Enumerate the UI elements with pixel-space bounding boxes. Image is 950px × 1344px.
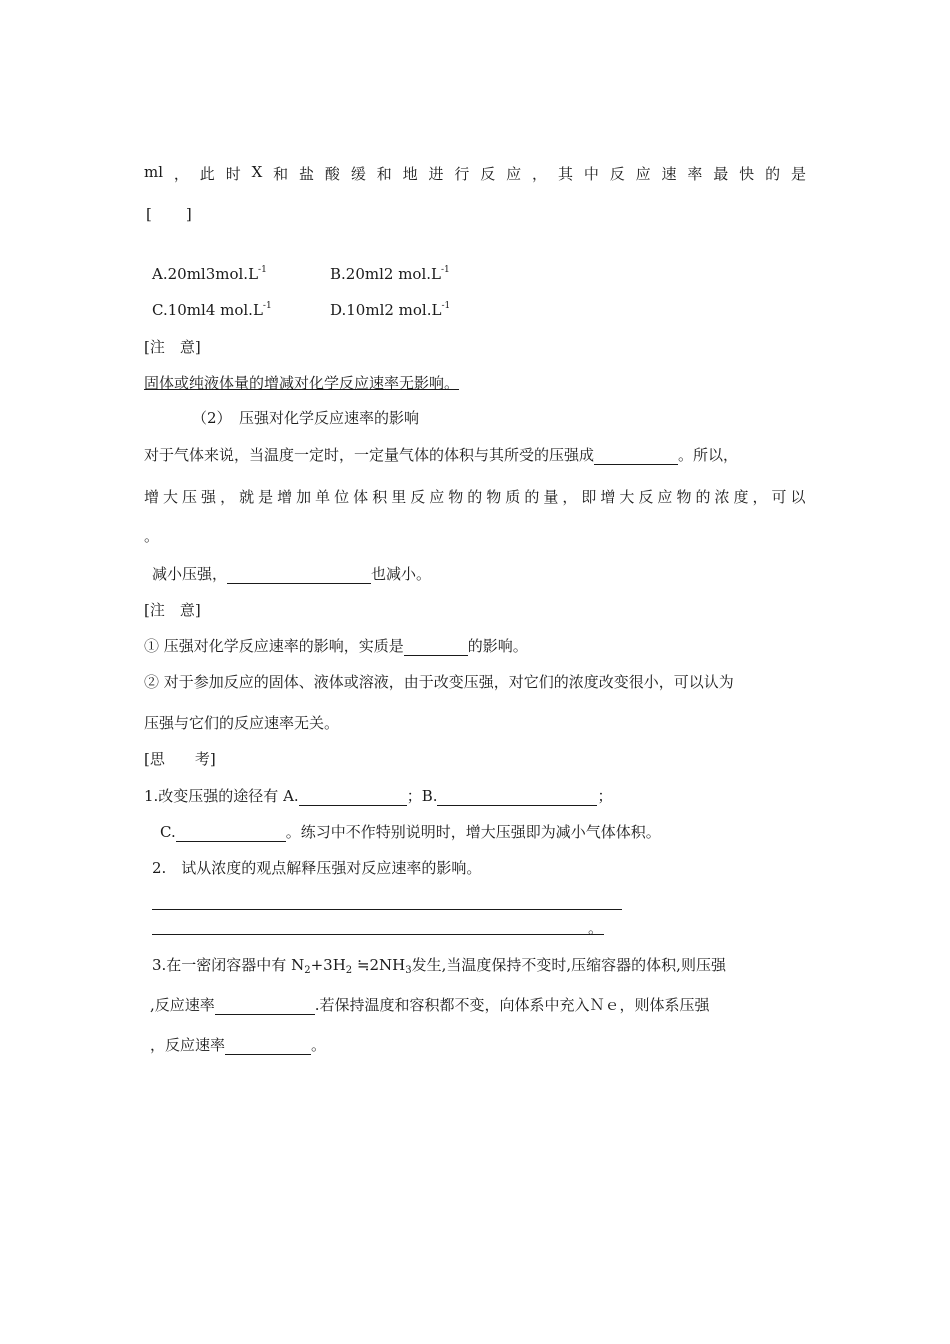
- char: 大: [619, 488, 635, 506]
- char: 酸: [324, 165, 340, 183]
- char: 中: [583, 165, 599, 183]
- char: 加: [296, 488, 312, 506]
- answer-line-2-end: 。: [588, 919, 604, 937]
- question-3: 3.在一密闭容器中有 $N_2+3H_2$ $≒2NH_3$发生,当温度保持不变时,压缩容器的体积,则压强: [152, 956, 726, 976]
- char: 压: [182, 488, 198, 506]
- char: 量: [543, 488, 559, 506]
- char: 单: [315, 488, 331, 506]
- paragraph-line-3: 。: [144, 527, 160, 545]
- char: 是: [258, 488, 274, 506]
- blank-q3-a[interactable]: [215, 998, 315, 1015]
- char: X: [251, 163, 263, 181]
- char: 此: [199, 165, 215, 183]
- char: 行: [454, 165, 470, 183]
- char: 和: [376, 165, 392, 183]
- char: 物: [486, 488, 502, 506]
- char: 时: [225, 165, 241, 183]
- blank-2[interactable]: [227, 567, 371, 584]
- question-1: 1.改变压强的途径有 A. ；B. ；: [144, 787, 613, 805]
- option-a: $A.20ml3mol.L^{-1}$: [152, 265, 267, 283]
- char: ，: [532, 165, 548, 183]
- char: 快: [739, 165, 755, 183]
- char: 其: [557, 165, 573, 183]
- char: 进: [428, 165, 444, 183]
- note-heading-1: [注 意]: [144, 338, 201, 356]
- char: 盐: [299, 165, 315, 183]
- char: 反: [638, 488, 654, 506]
- note-item-2-cont: 压强与它们的反应速率无关。: [144, 714, 340, 732]
- char: 增: [144, 488, 160, 506]
- char: ，: [562, 488, 578, 506]
- question-3-cont: ,反应速率 .若保持温度和容积都不变，向体系中充入Ｎｅ，则体系压强: [150, 996, 710, 1014]
- char: 最: [713, 165, 729, 183]
- char: ml: [144, 163, 164, 181]
- answer-line-1[interactable]: [152, 909, 622, 910]
- option-d: D.10ml2 $mol.L^{-1}$: [330, 301, 451, 319]
- paragraph-line-4: 减小压强， 也减小。: [152, 565, 432, 583]
- answer-line-2[interactable]: [152, 934, 604, 935]
- char: 体: [353, 488, 369, 506]
- paragraph-line-1: 对于气体来说，当温度一定时，一定量气体的体积与其所受的压强成 。所以，: [144, 446, 739, 464]
- char: 应: [429, 488, 445, 506]
- option-b: B.20ml2 $mol.L^{-1}$: [330, 265, 450, 283]
- note-heading-2: [注 意]: [144, 601, 201, 619]
- char: 应: [657, 488, 673, 506]
- question-1-cont: C. 。练习中不作特别说明时，增大压强即为减小气体体积。: [160, 823, 661, 841]
- char: 增: [600, 488, 616, 506]
- char: 缓: [350, 165, 366, 183]
- char: 的: [524, 488, 540, 506]
- char: 质: [505, 488, 521, 506]
- char: 里: [391, 488, 407, 506]
- char: 物: [676, 488, 692, 506]
- char: ，: [220, 488, 236, 506]
- char: 的: [695, 488, 711, 506]
- char: ，: [752, 488, 768, 506]
- note-item-1: ① 压强对化学反应速率的影响，实质是 的影响。: [144, 637, 528, 655]
- blank-q1-c[interactable]: [176, 825, 286, 842]
- blank-q1-a[interactable]: [299, 789, 407, 806]
- char: 率: [687, 165, 703, 183]
- char: 应: [506, 165, 522, 183]
- char: 大: [163, 488, 179, 506]
- question-3-end: ，反应速率 。: [150, 1036, 327, 1054]
- char: 以: [790, 488, 806, 506]
- question-2: 2. 试从浓度的观点解释压强对反应速率的影响。: [152, 859, 482, 877]
- char: 即: [581, 488, 597, 506]
- blank-q1-b[interactable]: [437, 789, 597, 806]
- char: ，: [173, 165, 189, 183]
- char: 地: [402, 165, 418, 183]
- char: 反: [410, 488, 426, 506]
- paragraph-line-2: [144, 486, 806, 507]
- char: 反: [480, 165, 496, 183]
- blank-q3-b[interactable]: [225, 1038, 311, 1055]
- blank-3[interactable]: [404, 639, 468, 656]
- answer-bracket: [ ]: [146, 205, 192, 223]
- char: 和: [273, 165, 289, 183]
- char: 是: [790, 165, 806, 183]
- char: 物: [448, 488, 464, 506]
- char: 积: [372, 488, 388, 506]
- char: 度: [733, 488, 749, 506]
- char: 就: [239, 488, 255, 506]
- char: 应: [635, 165, 651, 183]
- char: 的: [467, 488, 483, 506]
- char: 浓: [714, 488, 730, 506]
- char: 可: [771, 488, 787, 506]
- think-heading: [思 考]: [144, 750, 216, 768]
- char: 增: [277, 488, 293, 506]
- question-line-1: [144, 163, 806, 184]
- char: 强: [201, 488, 217, 506]
- blank-1[interactable]: [594, 448, 678, 465]
- char: 的: [765, 165, 781, 183]
- char: 位: [334, 488, 350, 506]
- char: 反: [609, 165, 625, 183]
- section-2-heading: （2） 压强对化学反应速率的影响: [192, 409, 420, 427]
- char: 速: [661, 165, 677, 183]
- option-c: C.10ml4 $mol.L^{-1}$: [152, 301, 272, 319]
- note-item-2: ② 对于参加反应的固体、液体或溶液，由于改变压强，对它们的浓度改变很小，可以认为: [144, 673, 734, 691]
- note-text-1: 固体或纯液体量的增减对化学反应速率无影响。: [144, 374, 460, 392]
